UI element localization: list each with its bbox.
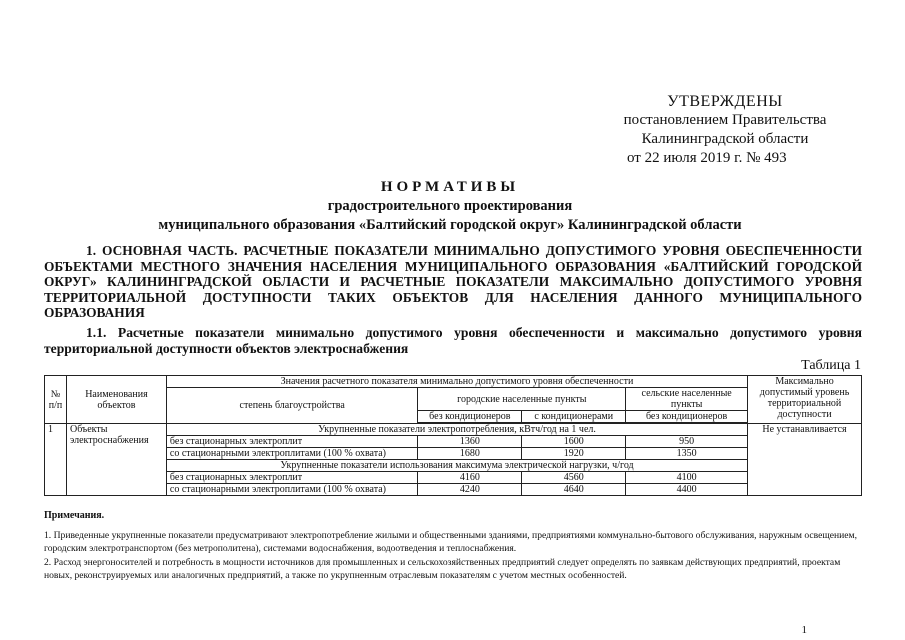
section-heading-text: 1. ОСНОВНАЯ ЧАСТЬ. РАСЧЕТНЫЕ ПОКАЗАТЕЛИ МИНИМАЛЬНО ДОПУСТИМОГО УРОВНЯ ОБЕСПЕЧЕННОСТИ ОБЪЕКТАМИ МЕСТНОГО ЗНАЧЕНИЯ НАСЕЛЕНИЯ МУНИЦИПАЛЬНОГО ОБРАЗОВАНИЯ «БАЛТИЙСКИЙ ГОРОДСКОЙ ОКРУГ» КАЛИНИНГРАДСКОЙ ОБЛАСТИ И РАСЧЕТНЫЕ ПОКАЗАТЕЛИ МАКСИМАЛЬНО ДОПУСТИМОГО УРОВНЯ ТЕРРИТОРИАЛЬНОЙ ДОСТУПНОСТИ ТАКИХ ОБЪЕКТОВ ДЛЯ НАСЕЛЕНИЯ ДАННОГО МУНИЦИПАЛЬНОГО ОБРАЗОВАНИЯ: [44, 243, 862, 320]
note-1: 1. Приведенные укрупненные показатели предусматривают электропотребление жилыми и общественными зданиями, предприятиями коммунально-бытового обслуживания, наружным освещением, городским электротранспортом (без метрополитена), системами водоснабжения, водоотведения и теплоснабжения.: [44, 530, 858, 554]
header-degree: степень благоустройства: [166, 388, 417, 424]
approval-line-1: постановлением Правительства: [623, 112, 827, 128]
table-row: [45, 424, 862, 436]
approval-line-2: Калининградской области: [641, 131, 809, 147]
table-row: [45, 460, 862, 472]
title-line-1: НОРМАТИВЫ: [380, 179, 520, 195]
notes-heading: Примечания.: [44, 510, 105, 521]
header-rural: сельские населенные пункты: [626, 388, 748, 411]
title-line-2: градостроительного проектирования: [327, 198, 573, 214]
note-2: 2. Расход энергоносителей и потребность в мощности источников для промышленных и сельскохозяйственных предприятий следует определять по заявкам действующих предприятий, проектам новых, реконструируемых или аналогичных предприятий, а также по укрупненным отраслевым показателям с учетом местных особенностей.: [44, 557, 841, 581]
cell-value: 4100: [626, 472, 748, 484]
notes-block: [44, 530, 864, 584]
table-caption: Таблица 1: [801, 358, 861, 373]
header-num: № п/п: [45, 376, 67, 424]
table-row: [45, 472, 862, 484]
group-heading-consumption: Укрупненные показатели электропотребления, кВтч/год на 1 чел.: [166, 424, 747, 436]
header-name: Наименования объектов: [66, 376, 166, 424]
document-title: [130, 178, 770, 235]
row-label: со стационарными электроплитами (100 % охвата): [166, 448, 417, 460]
page-mark: 1: [801, 624, 807, 636]
table-row: [45, 436, 862, 448]
header-no-ac: без кондиционеров: [418, 411, 522, 423]
cell-value: 4640: [522, 484, 626, 496]
cell-value: 4160: [418, 472, 522, 484]
cell-value: 1920: [522, 448, 626, 460]
cell-value: 1600: [522, 436, 626, 448]
cell-value: 1360: [418, 436, 522, 448]
max-value: Не устанавливается: [748, 424, 862, 496]
approval-block: [600, 92, 850, 168]
cell-value: 4400: [626, 484, 748, 496]
approval-heading: УТВЕРЖДЕНЫ: [667, 93, 783, 110]
cell-value: 1680: [418, 448, 522, 460]
row-num: 1: [45, 424, 67, 496]
norms-table: [44, 375, 862, 496]
row-label: без стационарных электроплит: [166, 436, 417, 448]
cell-value: 4240: [418, 484, 522, 496]
table-row: [45, 448, 862, 460]
section-heading: [44, 243, 862, 321]
header-urban: городские населенные пункты: [418, 388, 626, 411]
approval-date-line: от 22 июля 2019 г. № 493: [627, 150, 787, 166]
table-header-row: [45, 388, 862, 411]
header-with-ac: с кондиционерами: [522, 411, 626, 423]
subsection-heading: [44, 325, 862, 357]
table-row: [45, 484, 862, 496]
subsection-heading-text: 1.1. Расчетные показатели минимально допустимого уровня обеспеченности и максимально допустимого уровня территориальной доступности объектов электроснабжения: [44, 325, 862, 356]
row-label: со стационарными электроплитами (100 % охвата): [166, 484, 417, 496]
header-values: Значения расчетного показателя минимально допустимого уровня обеспеченности: [166, 376, 747, 388]
header-max: Максимально допустимый уровень территориальной доступности: [748, 376, 862, 424]
row-label: без стационарных электроплит: [166, 472, 417, 484]
table-header-row: [45, 376, 862, 388]
header-no-ac-rural: без кондиционеров: [626, 411, 748, 423]
group-heading-load: Укрупненные показатели использования максимума электрической нагрузки, ч/год: [166, 460, 747, 472]
row-name: Объекты электроснабжения: [66, 424, 166, 496]
cell-value: 4560: [522, 472, 626, 484]
cell-value: 950: [626, 436, 748, 448]
title-line-3: муниципального образования «Балтийский городской округ» Калининградской области: [158, 217, 742, 233]
cell-value: 1350: [626, 448, 748, 460]
